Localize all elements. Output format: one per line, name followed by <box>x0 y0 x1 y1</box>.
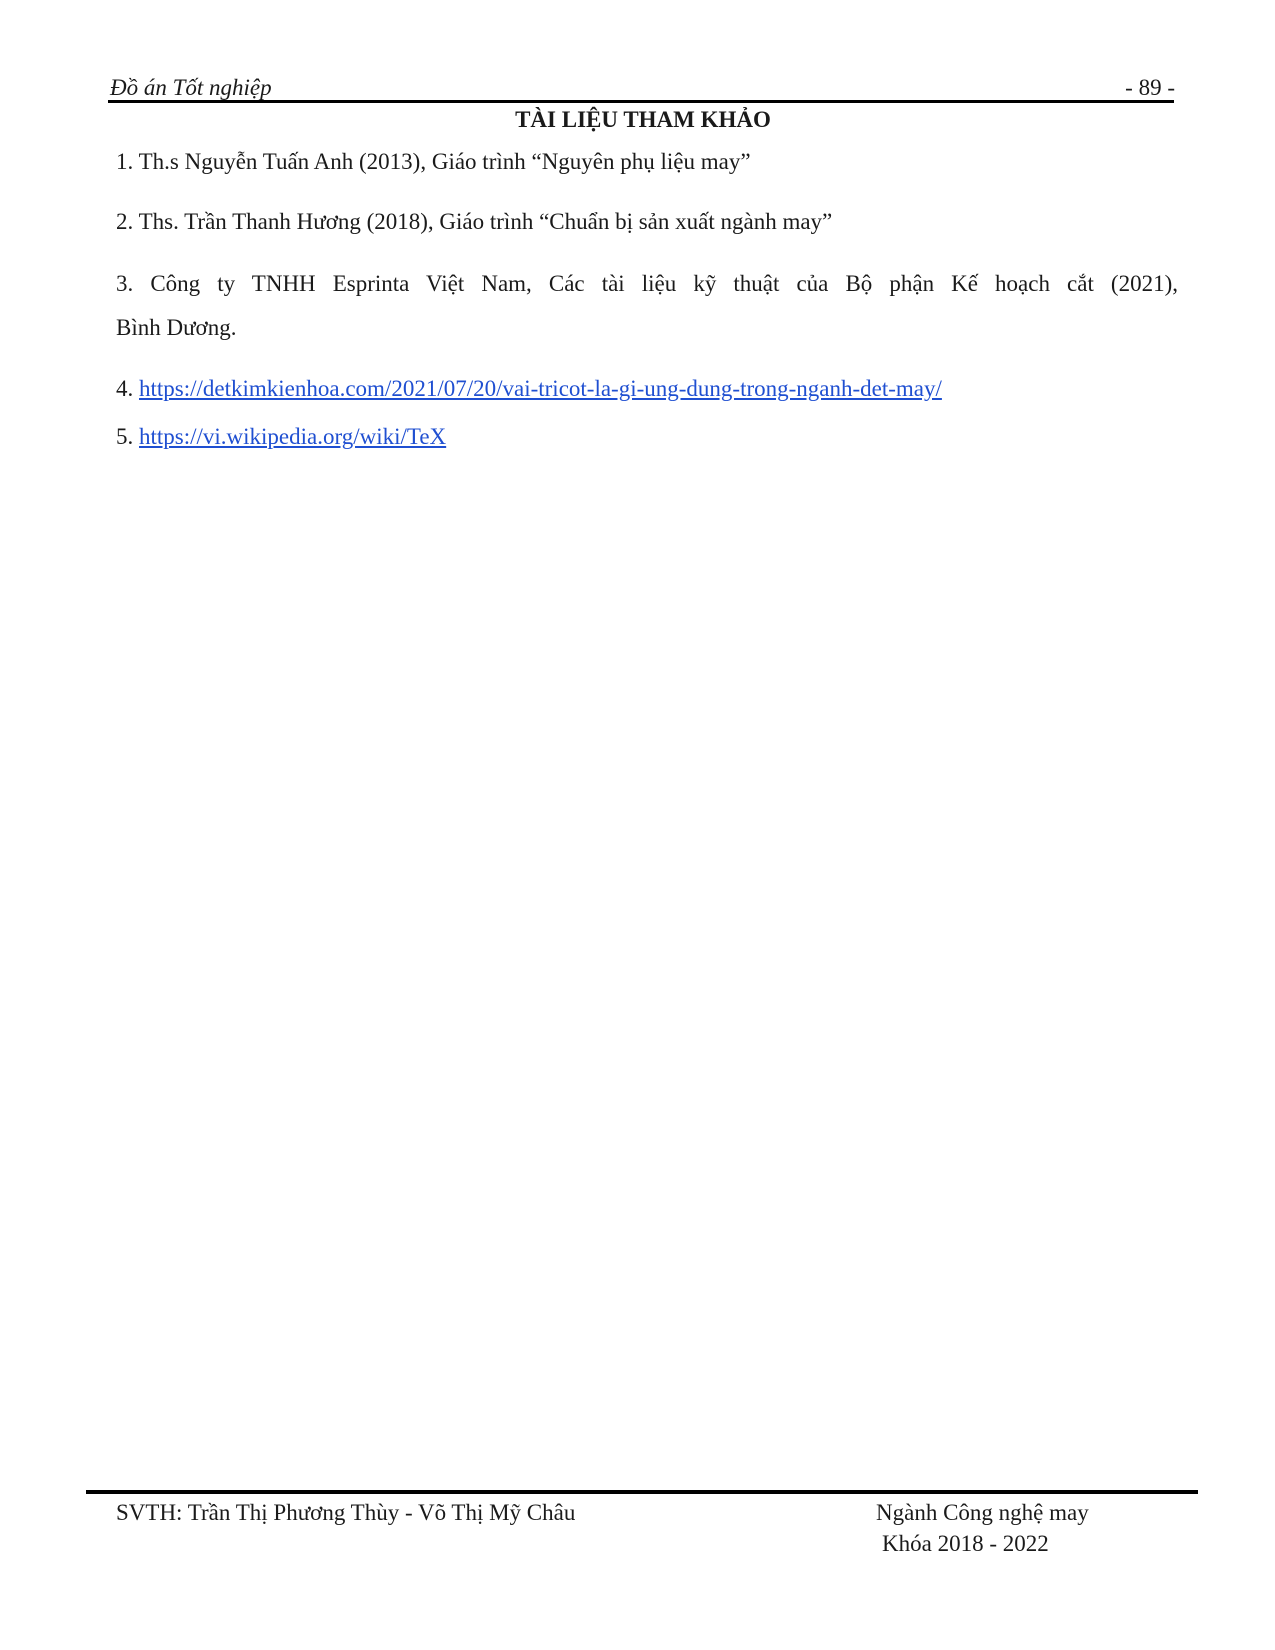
reference-item-5 <box>116 423 446 451</box>
page-title: TÀI LIỆU THAM KHẢO <box>515 107 771 132</box>
reference-item-2: 2. Ths. Trần Thanh Hương (2018), Giáo trình “Chuẩn bị sản xuất ngành may” <box>116 209 833 234</box>
reference-link-5[interactable]: https://vi.wikipedia.org/wiki/TeX <box>139 424 447 449</box>
reference-item-5-number: 5. <box>116 424 139 449</box>
page-number: - 89 - <box>1125 75 1175 100</box>
footer-divider <box>86 1490 1198 1494</box>
reference-item-1: 1. Th.s Nguyễn Tuấn Anh (2013), Giáo trình “Nguyên phụ liệu may” <box>116 149 751 174</box>
header-title: Đồ án Tốt nghiệp <box>110 75 272 100</box>
reference-item-3-continuation: Bình Dương. <box>116 315 237 340</box>
footer-cohort: Khóa 2018 - 2022 <box>882 1531 1049 1556</box>
header-divider <box>108 100 1174 103</box>
footer-major: Ngành Công nghệ may <box>876 1500 1089 1525</box>
reference-item-4-number: 4. <box>116 376 139 401</box>
footer-students: SVTH: Trần Thị Phương Thùy - Võ Thị Mỹ Châu <box>116 1500 576 1525</box>
reference-link-4[interactable]: https://detkimkienhoa.com/2021/07/20/vai-tricot-la-gi-ung-dung-trong-nganh-det-may/ <box>139 376 942 401</box>
reference-item-3: 3. Công ty TNHH Esprinta Việt Nam, Các tài liệu kỹ thuật của Bộ phận Kế hoạch cắt (2021), <box>116 271 1178 296</box>
reference-item-4 <box>116 375 942 403</box>
